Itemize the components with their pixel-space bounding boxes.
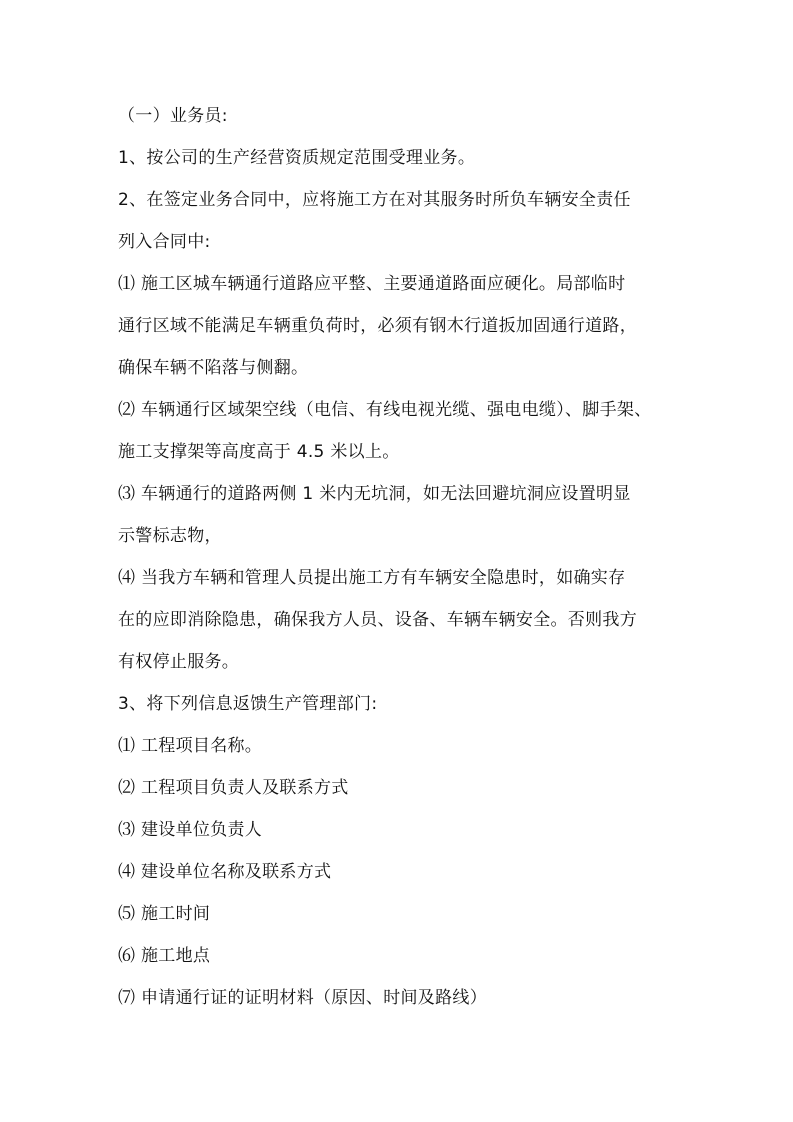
- text-line: ⑷ 当我方车辆和管理人员提出施工方有车辆安全隐患时，如确实存: [118, 568, 626, 588]
- text-line: 列入合同中:: [118, 232, 211, 252]
- list-item: ⑹ 施工地点: [118, 946, 211, 966]
- text-line: 有权停止服务。: [118, 652, 240, 672]
- text-line: 1、按公司的生产经营资质规定范围受理业务。: [118, 148, 476, 168]
- text-line: ⑶ 车辆通行的道路两侧 1 米内无坑洞，如无法回避坑洞应设置明显: [118, 484, 631, 504]
- text-line: 确保车辆不陷落与侧翻。: [118, 358, 309, 378]
- list-item: ⑴ 工程项目名称。: [118, 736, 263, 756]
- list-item: ⑸ 施工时间: [118, 904, 211, 924]
- text-line: 在的应即消除隐患，确保我方人员、设备、车辆车辆安全。否则我方: [118, 610, 637, 630]
- text-line: 2、在签定业务合同中，应将施工方在对其服务时所负车辆安全责任: [118, 190, 631, 210]
- text-line: ⑵ 车辆通行区域架空线（电信、有线电视光缆、强电电缆）、脚手架、: [118, 400, 652, 420]
- text-line: 示警标志物，: [118, 526, 222, 546]
- text-line: 3、将下列信息返馈生产管理部门:: [118, 694, 378, 714]
- text-line: 施工支撑架等高度高于 4.5 米以上。: [118, 442, 400, 462]
- list-item: ⑷ 建设单位名称及联系方式: [118, 862, 332, 882]
- list-item: ⑺ 申请通行证的证明材料（原因、时间及路线）: [118, 988, 488, 1008]
- list-item: ⑵ 工程项目负责人及联系方式: [118, 778, 349, 798]
- text-line: 通行区域不能满足车辆重负荷时，必须有钢木行道扳加固通行道路，: [118, 316, 637, 336]
- text-line: ⑴ 施工区城车辆通行道路应平整、主要通道路面应硬化。局部临时: [118, 274, 626, 294]
- section-heading: （一）业务员:: [118, 106, 228, 126]
- list-item: ⑶ 建设单位负责人: [118, 820, 263, 840]
